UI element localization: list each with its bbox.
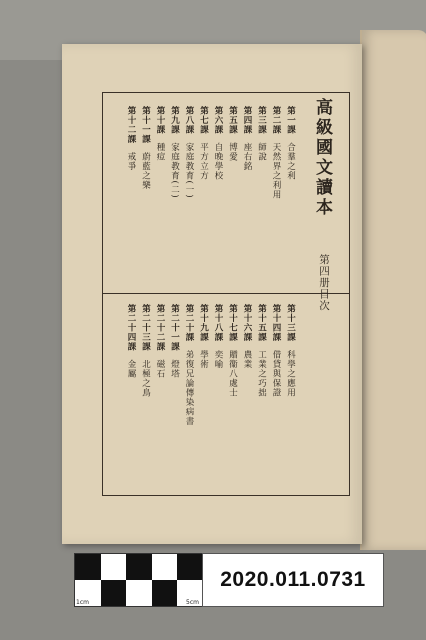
lesson-title: 金屬 <box>126 359 136 379</box>
lesson-title: 工業之巧拙 <box>256 350 267 398</box>
lesson-title: 學術 <box>198 350 209 369</box>
lesson-entry <box>272 106 281 200</box>
lesson-entry <box>141 304 150 398</box>
lesson-number: 第十八課 <box>213 304 223 342</box>
lesson-number: 第二十課 <box>184 304 194 342</box>
lesson-number: 第十二課 <box>126 106 136 144</box>
lesson-entry <box>185 304 194 426</box>
lesson-number: 第二課 <box>271 106 281 135</box>
lesson-title: 燈塔 <box>169 359 180 379</box>
lesson-title: 種痘 <box>155 142 165 162</box>
lesson-number: 第二十二課 <box>155 304 165 352</box>
lesson-entry <box>156 304 165 379</box>
section-divider <box>102 293 350 294</box>
lesson-number: 第八課 <box>184 106 194 135</box>
lesson-title: 自晚學校 <box>213 142 223 181</box>
lesson-title: 磁石 <box>155 359 165 379</box>
book-title: 高級國文讀本 <box>312 98 332 218</box>
lesson-number: 第十五課 <box>256 304 267 342</box>
lesson-number: 第十三課 <box>285 304 296 342</box>
lesson-number: 第十四課 <box>271 304 281 342</box>
lesson-entry <box>199 304 208 369</box>
lesson-number: 第二十四課 <box>126 304 136 352</box>
lesson-title: 座右銘 <box>242 142 252 171</box>
color-scale-bar <box>74 553 204 607</box>
lesson-entry <box>228 304 237 398</box>
lesson-entry <box>243 304 252 369</box>
lesson-entry <box>272 304 281 398</box>
lesson-title: 弟復兄論傳染病書 <box>184 350 194 426</box>
lesson-title: 農業 <box>242 350 252 369</box>
lesson-entry <box>199 106 208 181</box>
scale-label-5cm: 5cm <box>186 599 199 606</box>
lesson-entry <box>214 304 223 369</box>
lesson-title: 奕喻 <box>213 350 223 369</box>
lesson-number: 第四課 <box>242 106 252 135</box>
lesson-number: 第一課 <box>285 106 296 135</box>
lesson-number: 第十一課 <box>140 106 151 144</box>
lesson-title: 博愛 <box>227 142 238 162</box>
lesson-title: 北極之鳥 <box>140 359 151 398</box>
lesson-entry <box>185 106 194 199</box>
accession-number: 2020.011.0731 <box>202 553 384 607</box>
lesson-entry <box>170 304 179 379</box>
lesson-title: 合羣之利 <box>285 142 296 181</box>
lesson-title: 贈衞八處士 <box>227 350 238 398</box>
lesson-title: 戒爭 <box>126 152 136 171</box>
lesson-entry <box>156 106 165 162</box>
lesson-entry <box>257 304 266 398</box>
lesson-entry <box>286 106 295 181</box>
lesson-number: 第七課 <box>198 106 209 135</box>
facing-page <box>360 30 426 550</box>
lesson-number: 第五課 <box>227 106 238 135</box>
lesson-title: 天然界之利用 <box>271 142 281 200</box>
contents-subtitle: 第四册目次 <box>318 254 330 312</box>
lesson-entry <box>228 106 237 162</box>
lesson-number: 第二十一課 <box>169 304 180 352</box>
scale-label-1cm: 1cm <box>76 599 89 606</box>
lesson-number: 第三課 <box>256 106 267 135</box>
lesson-number: 第二十三課 <box>140 304 151 352</box>
lesson-number: 第十六課 <box>242 304 252 342</box>
lesson-entry <box>141 106 150 190</box>
lesson-number: 第六課 <box>213 106 223 135</box>
lesson-title: 家庭教育(一) <box>184 142 194 199</box>
lesson-entry <box>127 106 136 171</box>
lesson-title: 科學之應用 <box>285 350 296 398</box>
lesson-entry <box>214 106 223 181</box>
lesson-title: 平方立方 <box>198 142 209 181</box>
lesson-title: 借貸與保證 <box>271 350 281 398</box>
lesson-entry <box>257 106 266 162</box>
lesson-title: 家庭教育(二) <box>169 142 180 199</box>
lesson-entry <box>127 304 136 379</box>
lesson-title: 蔚藍之樂 <box>140 152 151 190</box>
lesson-title: 師說 <box>256 142 267 162</box>
lesson-entry <box>243 106 252 171</box>
lesson-entry <box>170 106 179 199</box>
lesson-entry <box>286 304 295 398</box>
lesson-number: 第十七課 <box>227 304 238 342</box>
lesson-number: 第十九課 <box>198 304 209 342</box>
lesson-number: 第九課 <box>169 106 180 135</box>
lesson-number: 第十課 <box>155 106 165 135</box>
